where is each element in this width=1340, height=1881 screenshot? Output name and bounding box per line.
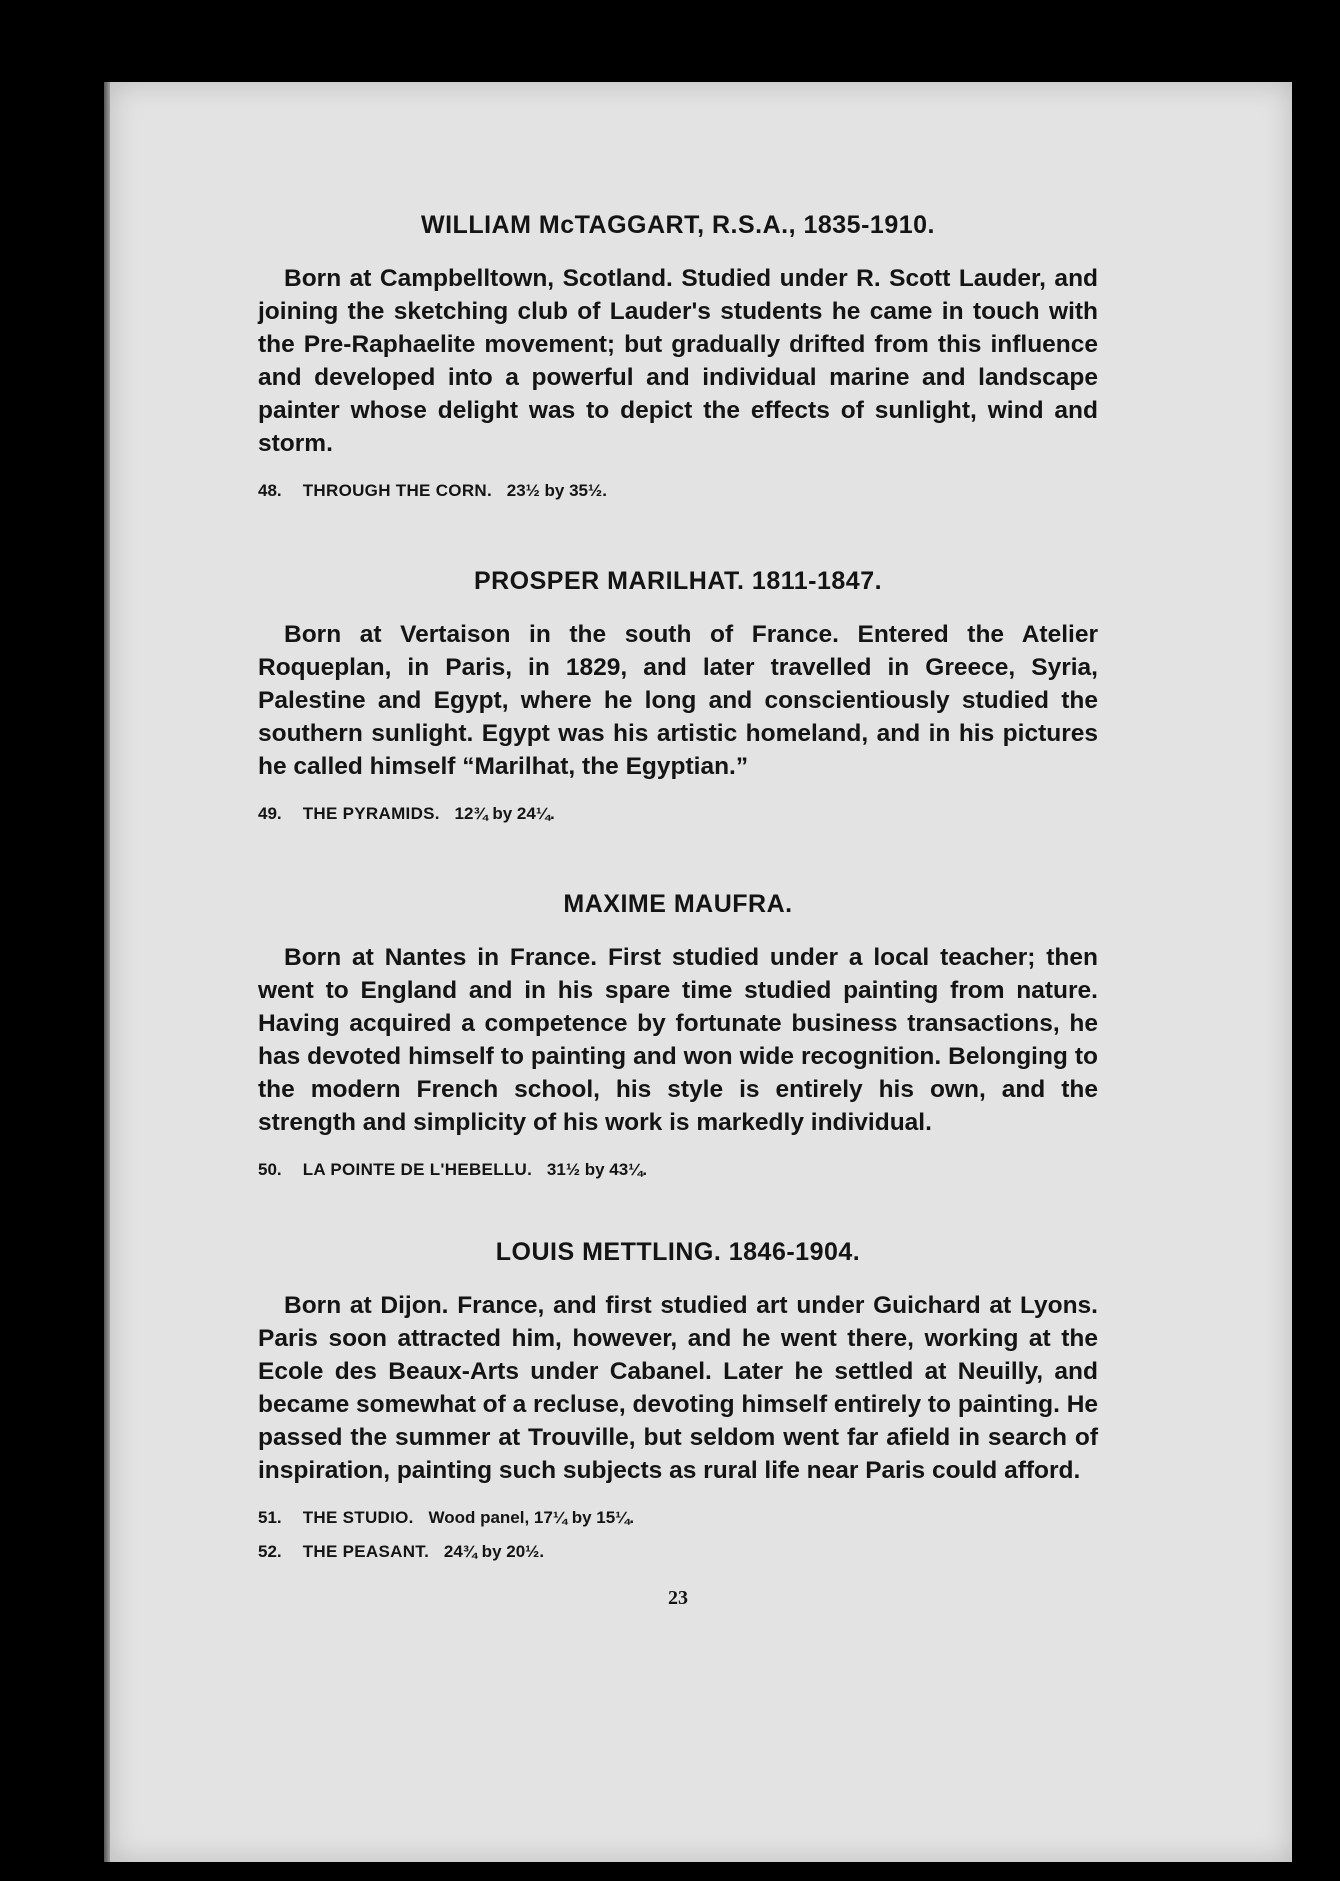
work-title: THROUGH THE CORN. [302,481,492,500]
works-list [258,1153,1098,1187]
work-details: 23½ by 35½. [506,481,607,500]
artist-section-mettling [258,1237,1098,1569]
work-details: 24¾ by 20½. [443,1542,545,1561]
work-number: 51. [258,1508,282,1527]
work-entry [258,1535,1098,1569]
work-title: LA POINTE DE L'HEBELLU. [302,1160,533,1179]
work-title: THE STUDIO. [302,1508,414,1527]
artist-heading: MAXIME MAUFRA. [563,890,793,918]
artist-section-marilhat [258,566,1098,831]
work-number: 52. [258,1542,282,1561]
work-title: THE PEASANT. [302,1542,430,1561]
artist-section-maufra [258,889,1098,1187]
artist-bio: Born at Campbelltown, Scotland. Studied under R. Scott Lauder, and joining the sketching club of Lauder's students he came in touch with the Pre-Raphaelite movement; but gradually drifted from this influence and developed into a powerful and individual marine and landscape painter whose delight was to depict the effects of sunlight, wind and storm. [258,265,1098,457]
work-entry [258,1153,1098,1187]
work-number: 48. [258,481,282,500]
artist-heading: WILLIAM McTAGGART, R.S.A., 1835-1910. [421,211,935,239]
artist-bio: Born at Vertaison in the south of France. Entered the Atelier Roqueplan, in Paris, in 1829, and later travelled in Greece, Syria, Palestine and Egypt, where he long and conscientiously studied the southern sunlight. Egypt was his artistic homeland, and in his pictures he called himself “Marilhat, the Egyptian.” [258,621,1098,780]
page-content [258,210,1098,1610]
artist-bio: Born at Nantes in France. First studied under a local teacher; then went to England and in his spare time studied painting from nature. Having acquired a competence by fortunate business transactions, he has devoted himself to painting and won wide recognition. Belonging to the modern French school, his style is entirely his own, and the strength and simplicity of his work is markedly individual. [258,944,1098,1136]
work-entry [258,474,1098,508]
works-list [258,1501,1098,1569]
work-details: 12¾ by 24¼. [454,804,555,823]
artist-heading: LOUIS METTLING. 1846-1904. [495,1238,861,1266]
work-details: Wood panel, 17¼ by 15¼. [428,1508,635,1527]
works-list [258,474,1098,508]
page-number: 23 [668,1587,688,1609]
work-number: 50. [258,1160,282,1179]
works-list [258,797,1098,831]
work-title: THE PYRAMIDS. [302,804,440,823]
work-entry [258,1501,1098,1535]
work-number: 49. [258,804,282,823]
work-entry [258,797,1098,831]
artist-section-mctaggart [258,210,1098,508]
artist-heading: PROSPER MARILHAT. 1811-1847. [473,567,883,595]
work-details: 31½ by 43¼. [546,1160,648,1179]
artist-bio: Born at Dijon. France, and first studied art under Guichard at Lyons. Paris soon attracted him, however, and he went there, working at the Ecole des Beaux-Arts under Cabanel. Later he settled at Neuilly, and became somewhat of a recluse, devoting himself entirely to painting. He passed the summer at Trouville, but seldom went far afield in search of inspiration, painting such subjects as rural life near Paris could afford. [258,1292,1099,1484]
